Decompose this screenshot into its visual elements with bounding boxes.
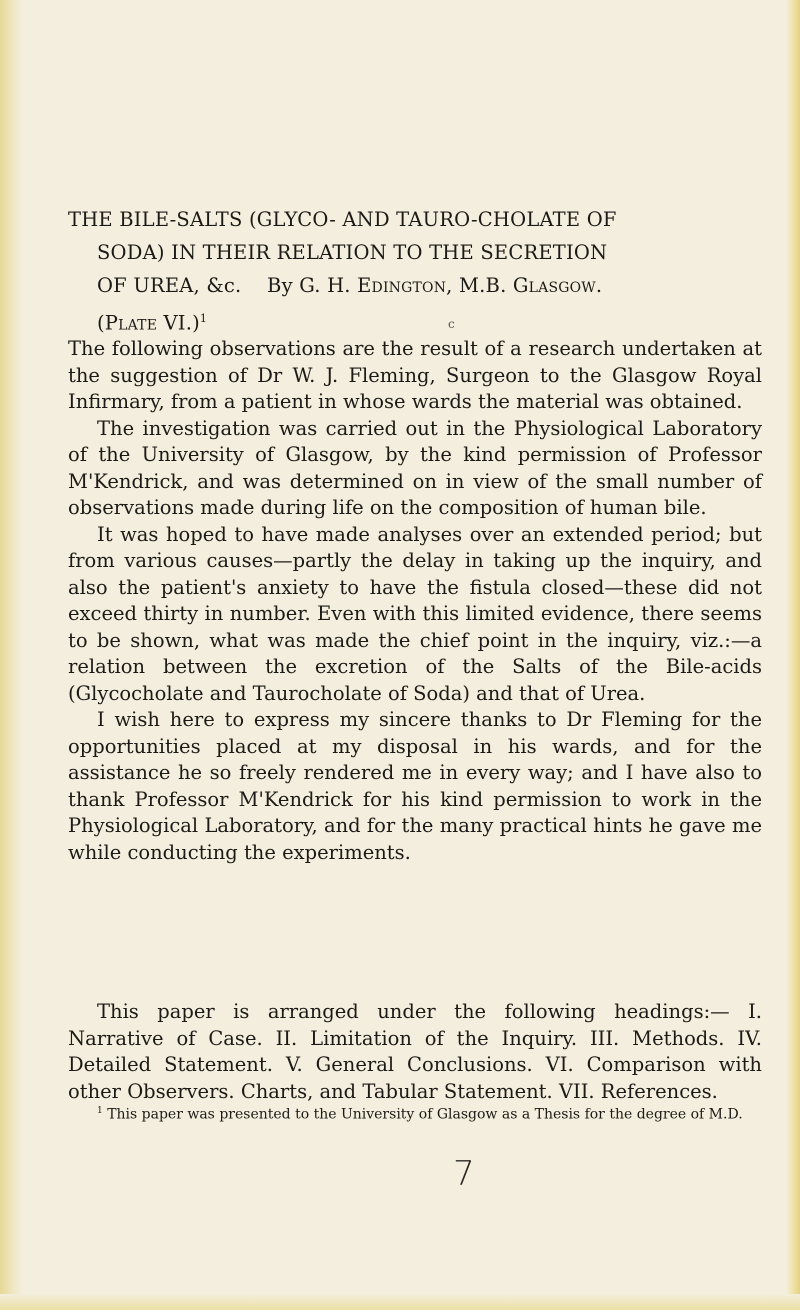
title-line-1: THE BILE-SALTS (GLYCO- AND TAURO-CHOLATE OF — [68, 208, 617, 231]
byline-by: By — [267, 274, 293, 297]
stray-mark: c — [448, 317, 455, 331]
headings-paragraph — [68, 999, 762, 1105]
footnote-text: This paper was presented to the University of Glasgow as a Thesis for the degree of M.D. — [107, 1106, 743, 1123]
body-text — [68, 336, 762, 866]
footnote — [68, 1102, 762, 1124]
title-line-3-text: OF UREA, &c. — [97, 274, 242, 297]
page-number: 7 — [453, 1154, 475, 1194]
paragraph-1: The following observations are the result of a research undertaken at the suggestion of Dr W. J. Fleming, Surgeon to the Glasgow Royal Infirmary, from a patient in whose wards the material was obtained. — [68, 337, 762, 413]
byline-author: G. H. Edington, M.B. Glasgow. — [299, 274, 603, 297]
page-edge-left — [0, 0, 22, 1310]
paragraph-2: The investigation was carried out in the Physiological Laboratory of the University of Glasgow, by the kind permission of Professor M'Kendrick, and was determined on in view of the small number of observations made during life on the composition of human bile. — [68, 416, 762, 519]
page-edge-right — [786, 0, 800, 1310]
title-line-3 — [68, 269, 764, 302]
footnote-mark: 1 — [97, 1106, 103, 1116]
title-line-4 — [68, 302, 764, 340]
title-line-2: SODA) IN THEIR RELATION TO THE SECRETION — [97, 241, 608, 264]
headings-text: This paper is arranged under the following headings:— I. Narrative of Case. II. Limitation of the Inquiry. III. Methods. IV. Detailed Statement. V. General Conclusions. VI. Comparison with other Observers. Charts, and Tabular Statement. VII. References. — [68, 1000, 762, 1103]
paragraph-4: I wish here to express my sincere thanks to Dr Fleming for the opportunities placed at my disposal in his wards, and for the assistance he so freely rendered me in every way; and I have also to thank Professor M'Kendrick for his kind permission to work in the Physiological Laboratory, and for the many practical hints he gave me while conducting the experiments. — [68, 708, 762, 864]
plate-reference: (Plate VI.) — [97, 311, 200, 335]
paragraph-3: It was hoped to have made analyses over an extended period; but from various causes—partly the delay in taking up the inquiry, and also the patient's anxiety to have the fistula closed—these did not exceed thirty in number. Even with this limited evidence, there seems to be shown, what was made the chief point in the inquiry, viz.:—a relation between the excretion of the Salts of the Bile-acids (Glycocholate and Taurocholate of Soda) and that of Urea. — [68, 522, 762, 705]
page-edge-bottom — [0, 1294, 800, 1310]
title-footnote-mark: 1 — [199, 312, 208, 325]
article-title — [68, 203, 764, 340]
